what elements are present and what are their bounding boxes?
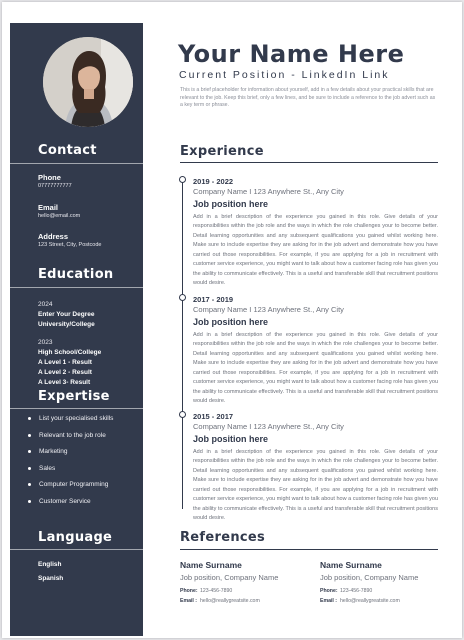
- expertise-item: List your specialised skills: [28, 415, 113, 432]
- education-result: A Level 2 - Result: [38, 369, 92, 376]
- timeline-dot: [179, 294, 186, 301]
- expertise-heading: Expertise: [38, 389, 110, 404]
- expertise-item: Computer Programming: [28, 481, 113, 498]
- job-date: 2015 - 2017: [193, 412, 234, 421]
- references-heading: References: [180, 530, 266, 545]
- education-heading: Education: [38, 267, 114, 282]
- job-description: Add in a brief description of the experience you gained in this role. Give details of your responsibilities within the job role and the ways in which the role challenges your to become better. Detail learning opportunities and any subsequent qualifications you gained whilst working here. Make sure to include expertise they are asking for in the job advert and demonstrate how you have carried out those responsibilities. For example, if you are applying for a job in recruitment with customer service experience, you might want to talk about how a customer facing role has given you the ability to communicate effectively. This is a useful and transferable skill that recruitment positions would desire.: [193, 214, 438, 287]
- reference-email: [320, 598, 400, 604]
- education-institution: University/College: [38, 321, 95, 328]
- reference-phone-label: Phone:: [180, 588, 198, 594]
- sidebar: [10, 23, 143, 636]
- job-title: Job position here: [193, 434, 269, 444]
- phone-value: 07777777777: [38, 183, 72, 189]
- timeline-dot: [179, 176, 186, 183]
- reference-name: Name Surname: [320, 560, 382, 570]
- reference-phone: [320, 588, 372, 594]
- job-description: Add in a brief description of the experience you gained in this role. Give details of your responsibilities within the job role and the ways in which the role challenges your to become better. Detail learning opportunities and any subsequent qualifications you gained whilst working here. Make sure to include expertise they are asking for in the job advert and demonstrate how you have carried out those responsibilities. For example, if you are applying for a job in recruitment with customer service experience, you might want to talk about how a customer facing role has given you the ability to communicate effectively. This is a useful and transferable skill that recruitment positions would desire.: [193, 449, 438, 522]
- timeline-dot: [179, 411, 186, 418]
- reference-phone-label: Phone:: [320, 588, 338, 594]
- expertise-item: Relevant to the job role: [28, 432, 113, 449]
- page-title: Your Name Here: [178, 40, 405, 68]
- reference-email-value: hello@reallygreatsite.com: [340, 598, 400, 604]
- reference-phone-value: 123-456-7890: [340, 588, 373, 594]
- reference-position: Job position, Company Name: [320, 573, 419, 582]
- education-result: A Level 1 - Result: [38, 359, 92, 366]
- intro-text: This is a brief placeholder for information about yourself, add in a few details about your practical skills that are relevant to the job. Keep this brief, only a few lines, and be sure to include a reference to the job advert such as a key term or phrase.: [180, 87, 436, 108]
- education-result: A Level 3- Result: [38, 379, 91, 386]
- job-title: Job position here: [193, 317, 269, 327]
- experience-heading: Experience: [180, 144, 264, 159]
- address-value: 123 Street, City, Postcode: [38, 242, 102, 248]
- contact-heading: Contact: [38, 143, 97, 158]
- education-year: 2023: [38, 339, 53, 346]
- reference-phone-value: 123-456-7890: [200, 588, 233, 594]
- reference-email: [180, 598, 260, 604]
- education-degree: Enter Your Degree: [38, 311, 95, 318]
- language-heading: Language: [38, 530, 113, 545]
- job-title: Job position here: [193, 199, 269, 209]
- expertise-item: Sales: [28, 465, 113, 482]
- expertise-item: Marketing: [28, 448, 113, 465]
- expertise-list: [28, 415, 113, 514]
- reference-phone: [180, 588, 232, 594]
- email-label: Email: [38, 203, 59, 212]
- email-value: hello@email.com: [38, 213, 81, 219]
- current-position: Current Position - LinkedIn Link: [179, 69, 390, 81]
- education-school: High School/College: [38, 349, 102, 356]
- timeline-line: [182, 182, 183, 509]
- job-description: Add in a brief description of the experience you gained in this role. Give details of your responsibilities within the job role and the ways in which the role challenges your to become better. Detail learning opportunities and any subsequent qualifications you gained whilst working here. Make sure to include expertise they are asking for in the job advert and demonstrate how you have carried out those responsibilities. For example, if you are applying for a job in recruitment with customer service experience, you might want to talk about how a customer facing role has given you the ability to communicate effectively. This is a useful and transferable skill that recruitment positions would desire.: [193, 332, 438, 405]
- education-year: 2024: [38, 301, 53, 308]
- reference-name: Name Surname: [180, 560, 242, 570]
- reference-email-value: hello@reallygreatsite.com: [200, 598, 260, 604]
- expertise-divider: [10, 408, 143, 409]
- expertise-item: Customer Service: [28, 498, 113, 515]
- language-item: Spanish: [38, 575, 64, 582]
- education-divider: [10, 287, 143, 288]
- reference-email-label: Email :: [180, 598, 198, 604]
- reference-email-label: Email :: [320, 598, 338, 604]
- contact-divider: [10, 163, 143, 164]
- language-divider: [10, 549, 143, 550]
- profile-photo: [43, 37, 133, 127]
- references-divider: [180, 549, 438, 550]
- job-date: 2017 - 2019: [193, 295, 234, 304]
- job-company: Company Name I 123 Anywhere St., Any City: [193, 422, 344, 431]
- phone-label: Phone: [38, 173, 61, 182]
- job-company: Company Name I 123 Anywhere St., Any City: [193, 305, 344, 314]
- address-label: Address: [38, 232, 69, 241]
- experience-divider: [180, 162, 438, 163]
- job-date: 2019 - 2022: [193, 177, 234, 186]
- language-item: English: [38, 561, 62, 568]
- reference-position: Job position, Company Name: [180, 573, 279, 582]
- job-company: Company Name I 123 Anywhere St., Any City: [193, 187, 344, 196]
